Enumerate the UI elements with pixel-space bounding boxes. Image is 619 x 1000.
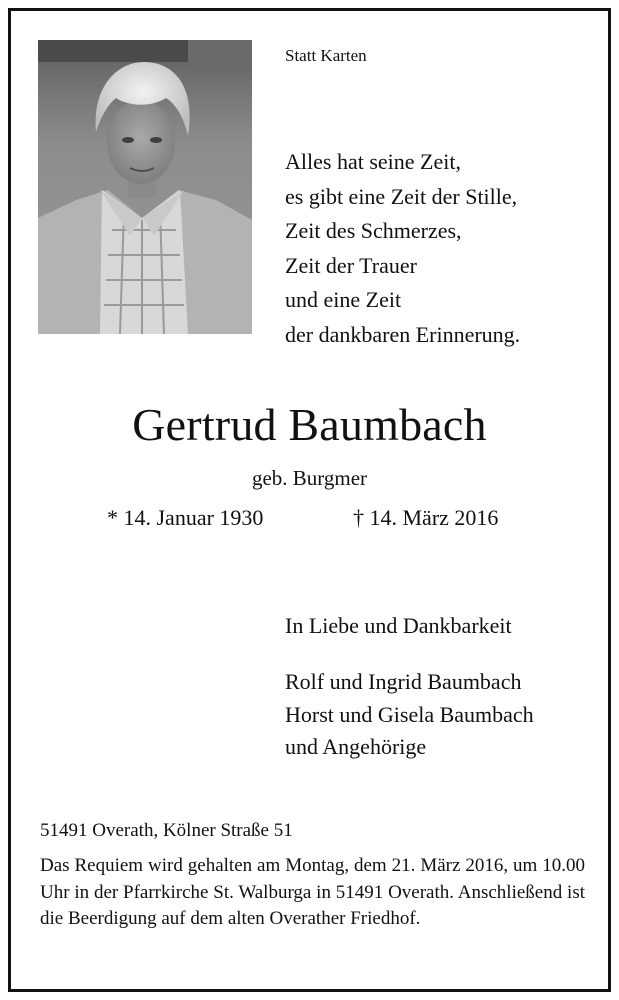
poem <box>285 145 520 352</box>
mourners-list <box>285 666 534 764</box>
death-date: † 14. März 2016 <box>353 505 499 530</box>
portrait-photo <box>38 40 252 334</box>
portrait-illustration <box>38 40 252 334</box>
mourner-line: Rolf und Ingrid Baumbach <box>285 669 522 694</box>
poem-line: Zeit des Schmerzes, <box>285 218 462 243</box>
mourner-line: Horst und Gisela Baumbach <box>285 701 534 727</box>
statt-karten-label: Statt Karten <box>285 46 367 65</box>
address: 51491 Overath, Kölner Straße 51 <box>40 820 293 841</box>
birth-date: * 14. Januar 1930 <box>107 505 264 530</box>
birth-name: geb. Burgmer <box>251 466 368 490</box>
closing-line: In Liebe und Dankbarkeit <box>285 613 512 638</box>
poem-line: es gibt eine Zeit der Stille, <box>285 183 518 209</box>
requiem-notice: Das Requiem wird gehalten am Montag, dem 21. März 2016, um 10.00 Uhr in der Pfarrkirche St. Walburga in 51491 Overath. Anschließend ist die Beerdigung auf dem alten Overather Friedhof. <box>40 855 585 929</box>
mourner-line: und Angehörige <box>285 734 427 759</box>
poem-line: Zeit der Trauer <box>285 252 417 278</box>
poem-line: Alles hat seine Zeit, <box>285 149 461 174</box>
poem-line: der dankbaren Erinnerung. <box>285 321 521 347</box>
poem-line: und eine Zeit <box>285 287 402 312</box>
deceased-name: Gertrud Baumbach <box>132 399 487 450</box>
